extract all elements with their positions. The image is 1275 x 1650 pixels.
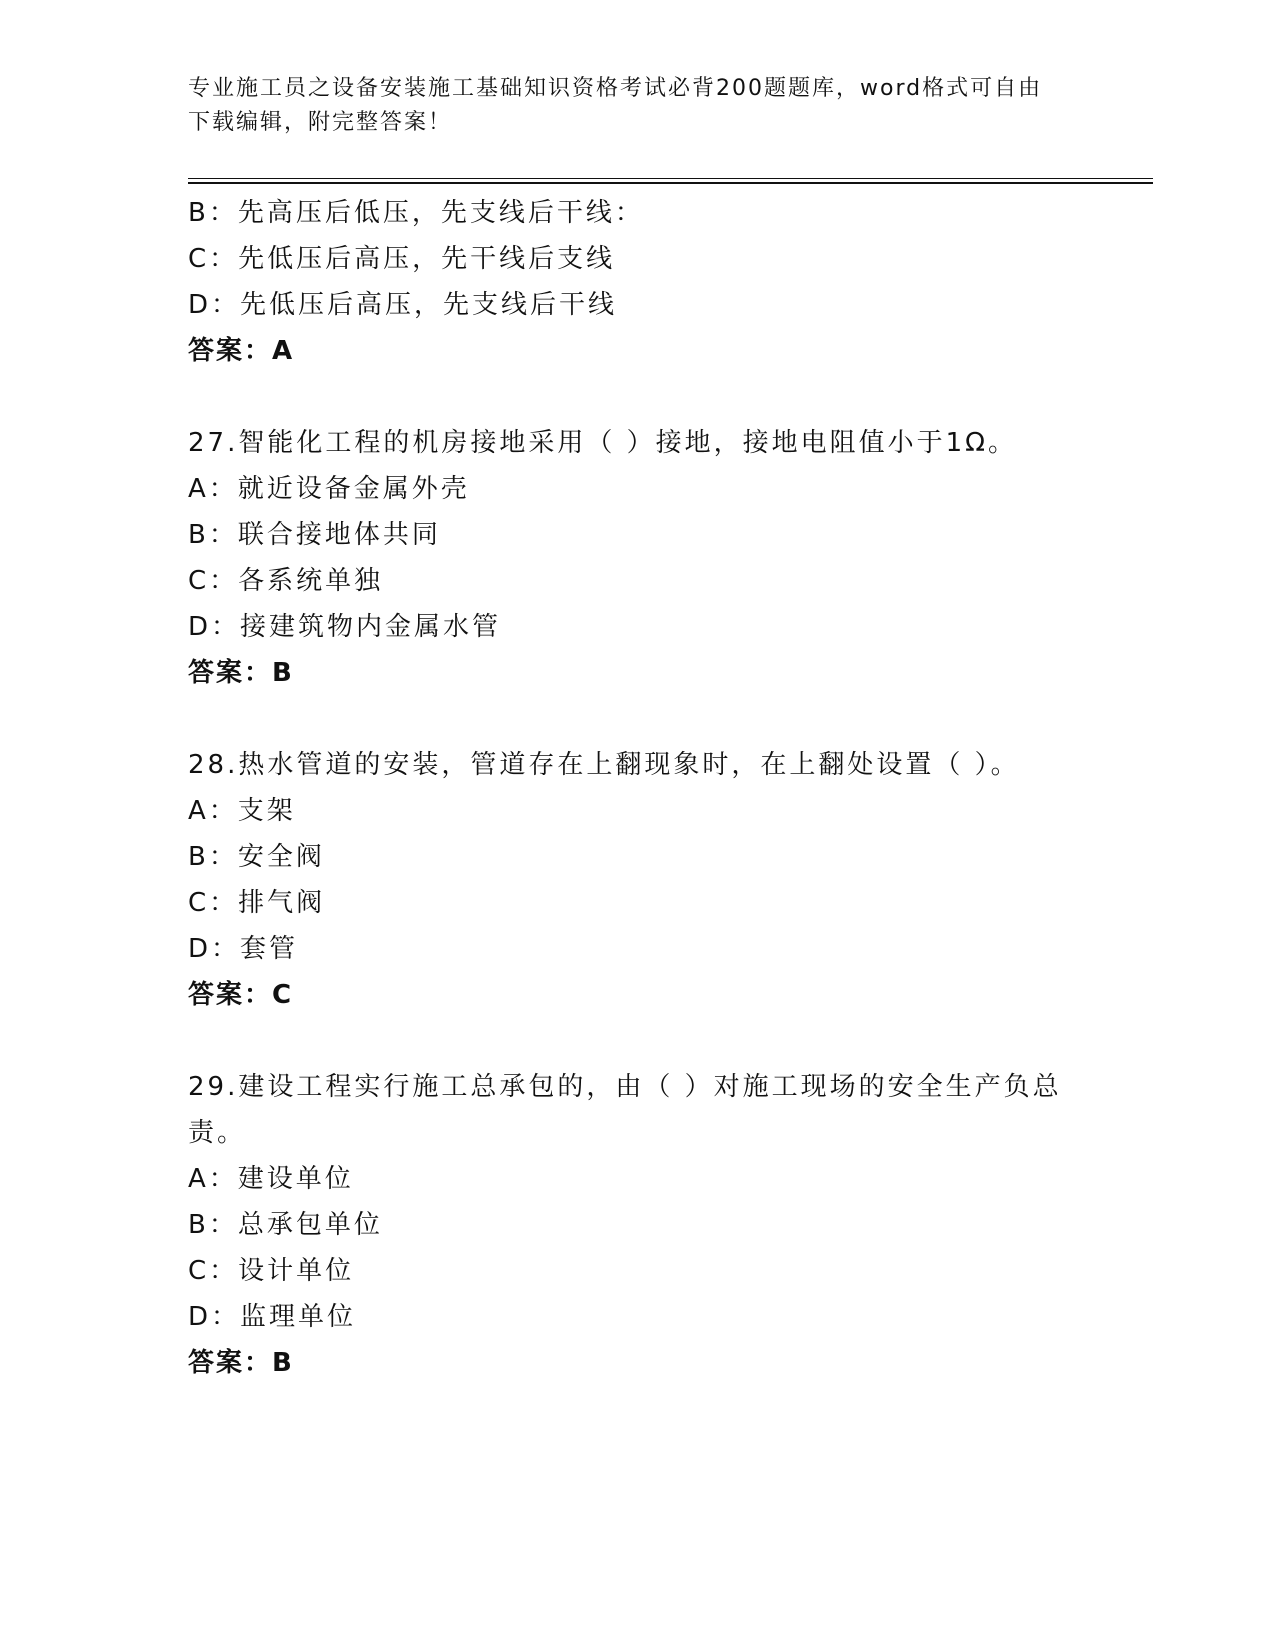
answer-value: B	[272, 1348, 294, 1378]
option-b: B：联合接地体共同	[188, 520, 441, 550]
question-26-continuation	[188, 190, 1088, 374]
answer-label: 答案：	[188, 1348, 273, 1378]
document-header	[188, 72, 1068, 140]
option-d: D：接建筑物内金属水管	[188, 612, 502, 642]
answer-label: 答案：	[188, 980, 273, 1010]
option-d: D：监理单位	[188, 1302, 357, 1332]
answer-label: 答案：	[188, 336, 273, 366]
option-d: D：先低压后高压，先支线后干线	[188, 290, 618, 320]
question-stem: 28.热水管道的安装，管道存在上翻现象时，在上翻处设置（ ）。	[188, 750, 1020, 780]
question-stem-line-1: 29.建设工程实行施工总承包的，由（ ）对施工现场的安全生产负总	[188, 1072, 1062, 1102]
option-c: C：先低压后高压，先干线后支线	[188, 244, 616, 274]
spacer	[188, 374, 1088, 420]
answer-line	[188, 1340, 1088, 1386]
question-stem: 27.智能化工程的机房接地采用（ ）接地，接地电阻值小于1Ω。	[188, 428, 1018, 458]
question-28	[188, 742, 1088, 1018]
answer-line	[188, 650, 1088, 696]
option-b: B：先高压后低压，先支线后干线：	[188, 198, 644, 228]
option-b: B：总承包单位	[188, 1210, 383, 1240]
question-list	[188, 190, 1088, 1386]
header-divider-thick	[188, 182, 1153, 184]
answer-value: A	[272, 336, 295, 366]
spacer	[188, 696, 1088, 742]
question-29	[188, 1064, 1088, 1386]
option-c: C：设计单位	[188, 1256, 355, 1286]
option-c: C：排气阀	[188, 888, 326, 918]
option-c: C：各系统单独	[188, 566, 384, 596]
question-27	[188, 420, 1088, 696]
option-d: D：套管	[188, 934, 299, 964]
question-stem-line-2: 责。	[188, 1118, 247, 1148]
option-a: A：建设单位	[188, 1164, 354, 1194]
answer-line	[188, 328, 1088, 374]
header-divider-thin	[188, 178, 1153, 179]
option-b: B：安全阀	[188, 842, 325, 872]
header-line-2: 下载编辑，附完整答案！	[188, 110, 453, 135]
option-a: A：支架	[188, 796, 296, 826]
option-a: A：就近设备金属外壳	[188, 474, 470, 504]
answer-value: B	[272, 658, 294, 688]
spacer	[188, 1018, 1088, 1064]
answer-line	[188, 972, 1088, 1018]
answer-label: 答案：	[188, 658, 273, 688]
header-line-1: 专业施工员之设备安装施工基础知识资格考试必背200题题库，word格式可自由	[188, 76, 1043, 101]
answer-value: C	[272, 980, 294, 1010]
